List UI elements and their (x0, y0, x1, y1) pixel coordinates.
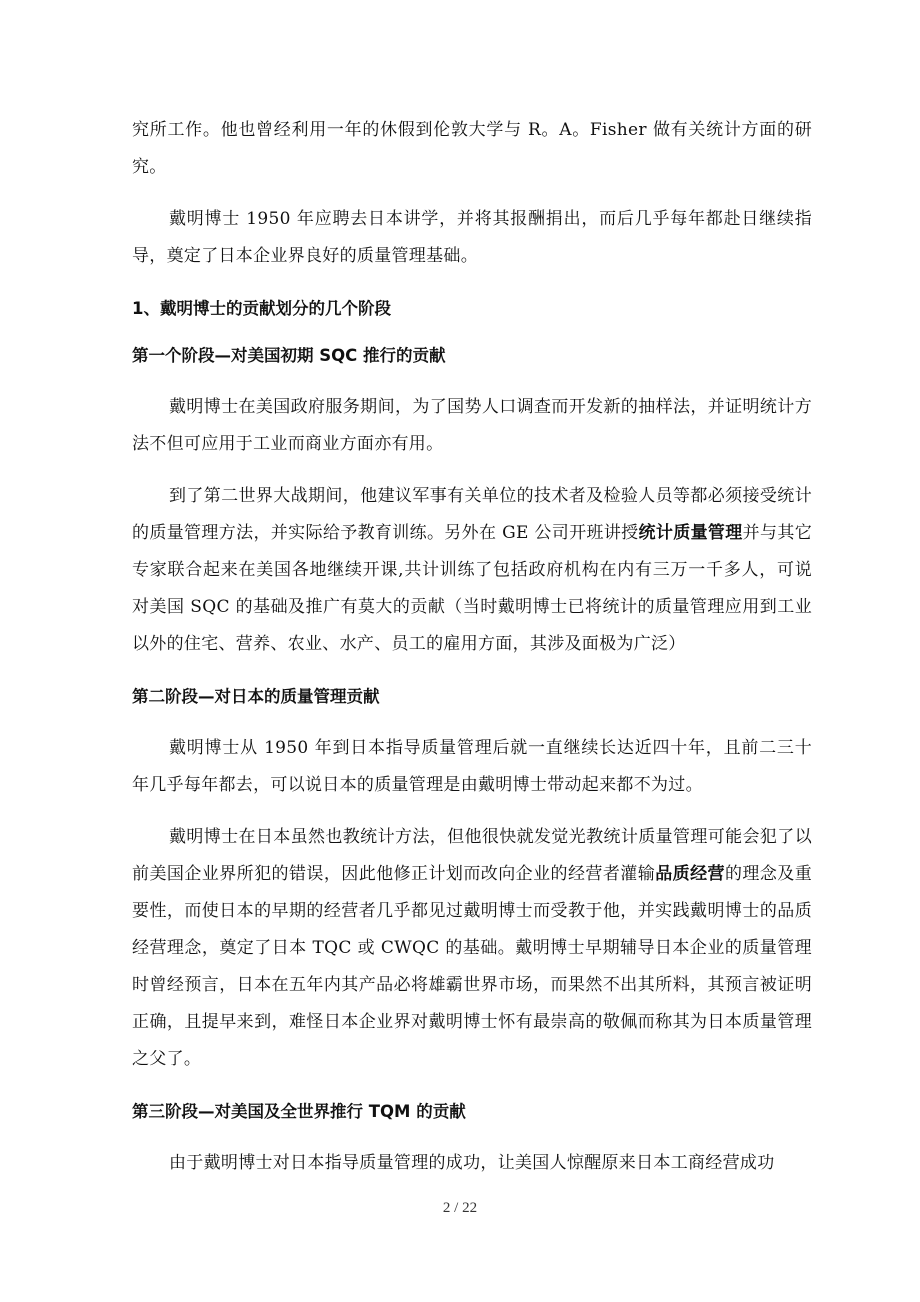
stage2-paragraph-2 (132, 819, 812, 1078)
text-run: 并与其它专家联合起来在美国各地继续开课,共计训练了包括政府机构在内有三万一千多人，可说对美国 SQC 的基础及推广有莫大的贡献（当时戴明博士已将统计的质量管理应用到工业以外的住宅、营养、农业、水产、员工的雇用方面，其涉及面极为广泛） (132, 523, 812, 654)
body-paragraph: 戴明博士 1950 年应聘去日本讲学，并将其报酬捐出，而后几乎每年都赴日继续指导，奠定了日本企业界良好的质量管理基础。 (132, 209, 812, 266)
stage1-paragraph-1: 戴明博士在美国政府服务期间，为了国势人口调查而开发新的抽样法，并证明统计方法不但可应用于工业而商业方面亦有用。 (132, 397, 812, 454)
document-body (132, 112, 812, 1197)
stage3-heading: 第三阶段—对美国及全世界推行 TQM 的贡献 (132, 1102, 466, 1121)
bold-term: 统计质量管理 (638, 523, 743, 543)
text-run: 到了第二世界大战期间，他建议军事有关单位的技术者及检验人员等都必须接受统计的质量管理方法，并实际给予教育训练。另外在 GE 公司开班讲授 (132, 486, 812, 543)
text-run: 戴明博士在日本虽然也教统计方法，但他很快就发觉光教统计质量管理可能会犯了以前美国企业界所犯的错误，因此他修正计划而改向企业的经营者灌输 (132, 827, 812, 884)
page-number: 2 / 22 (442, 1200, 478, 1216)
stage3-paragraph-1: 由于戴明博士对日本指导质量管理的成功，让美国人惊醒原来日本工商经营成功 (169, 1153, 775, 1173)
stage1-paragraph-2 (132, 478, 812, 663)
text-run: 的理念及重要性，而使日本的早期的经营者几乎都见过戴明博士而受教于他，并实践戴明博士的品质经营理念，奠定了日本 TQC 或 CWQC 的基础。戴明博士早期辅导日本企业的质量管理时曾经预言，日本在五年内其产品必将雄霸世界市场，而果然不出其所料，其预言被证明正确，且提早来到，难怪日本企业界对戴明博士怀有最崇高的敬佩而称其为日本质量管理之父了。 (132, 864, 813, 1069)
bold-term: 品质经营 (655, 864, 725, 884)
stage1-heading: 第一个阶段—对美国初期 SQC 推行的贡献 (132, 346, 446, 365)
section-heading: 1、戴明博士的贡献划分的几个阶段 (132, 299, 391, 318)
body-paragraph: 究所工作。他也曾经利用一年的休假到伦敦大学与 R。A。Fisher 做有关统计方面的研究。 (132, 120, 812, 177)
stage2-heading: 第二阶段—对日本的质量管理贡献 (132, 687, 380, 706)
stage2-paragraph-1: 戴明博士从 1950 年到日本指导质量管理后就一直继续长达近四十年，且前二三十年几乎每年都去，可以说日本的质量管理是由戴明博士带动起来都不为过。 (132, 738, 812, 795)
